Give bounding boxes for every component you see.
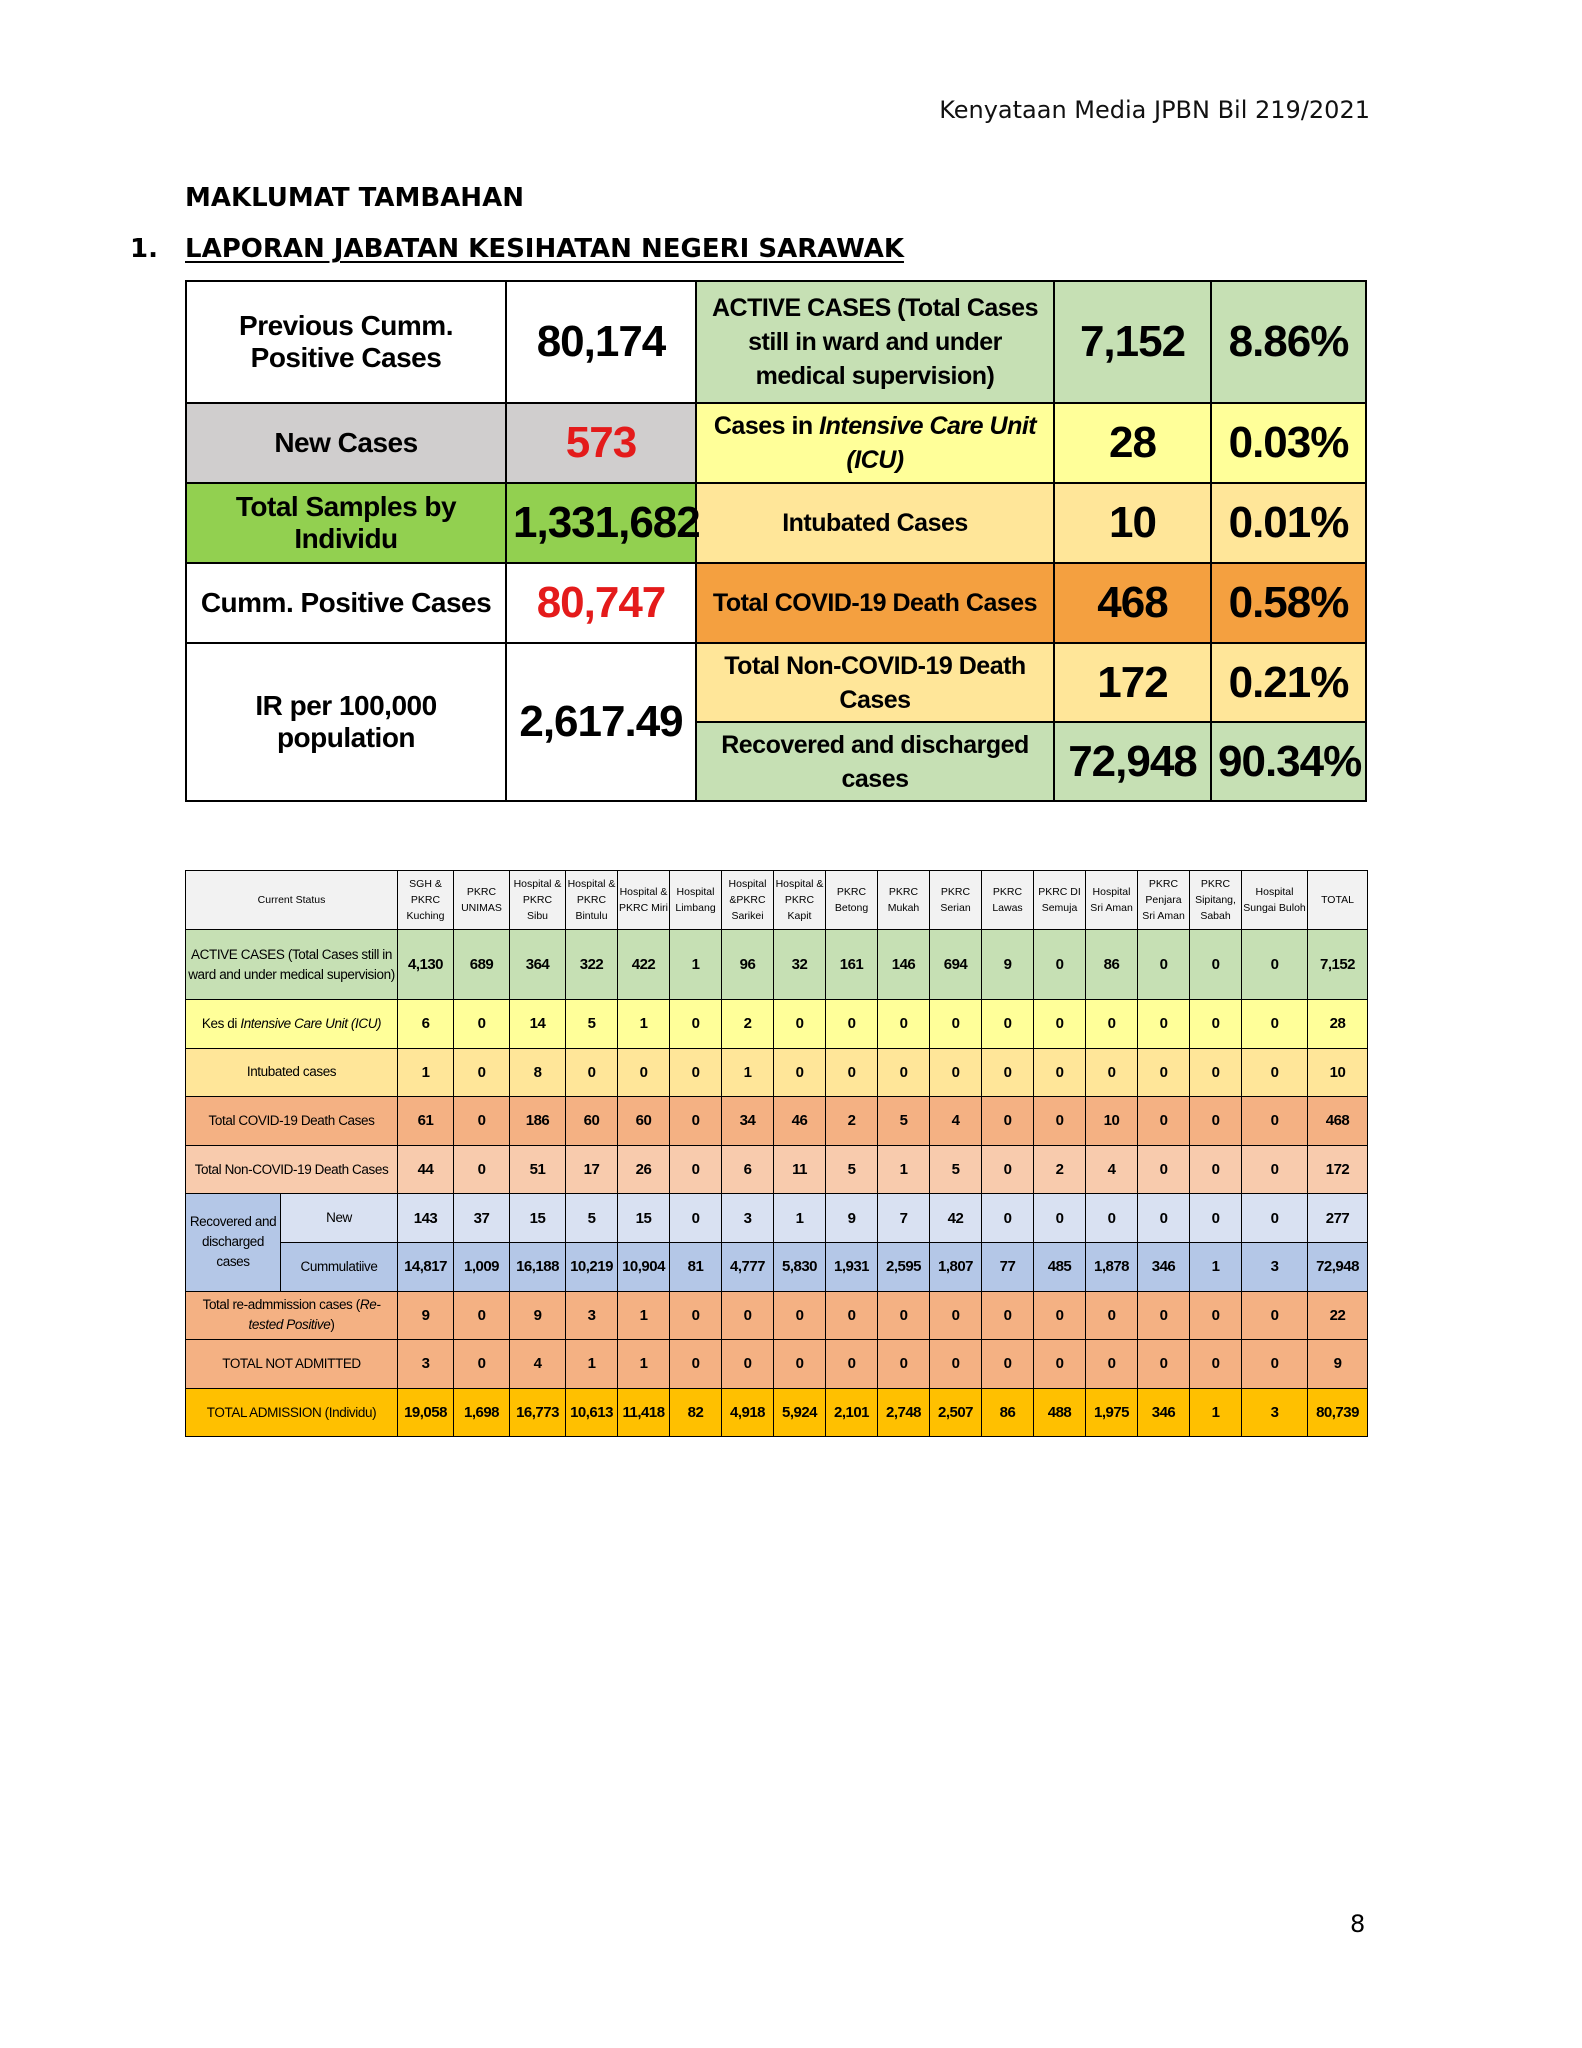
table-cell: 172 [1308,1145,1368,1194]
table-cell: 0 [930,1291,982,1340]
document-reference: Kenyataan Media JPBN Bil 219/2021 [939,96,1370,124]
row-label: Total Non-COVID-19 Death Cases [186,1145,398,1194]
column-header: Hospital & PKRC Bintulu [566,871,618,930]
table-cell: 10,904 [618,1242,670,1291]
column-header: PKRC UNIMAS [454,871,510,930]
table-cell: 0 [1190,1194,1242,1243]
table-cell: 0 [826,1340,878,1389]
table-cell: 9 [826,1194,878,1243]
table-cell: 6 [398,1000,454,1049]
table-cell: 0 [1242,930,1308,1000]
table-cell: 0 [1190,930,1242,1000]
table-cell: 1 [566,1340,618,1389]
table-cell: 34 [722,1097,774,1146]
table-cell: 2 [722,1000,774,1049]
table-cell: 0 [982,1340,1034,1389]
table-cell: 86 [1086,930,1138,1000]
table-cell: 143 [398,1194,454,1243]
table-cell: 3 [398,1340,454,1389]
table-cell: 0 [1190,1048,1242,1097]
table-cell: 10 [1086,1097,1138,1146]
covid-death-value: 468 [1054,563,1211,643]
label-part: Kes di [201,1015,241,1031]
column-header: Hospital & PKRC Miri [618,871,670,930]
table-row-active [186,930,1368,1000]
table-cell: 0 [982,1000,1034,1049]
table-cell: 0 [1034,1000,1086,1049]
samples-label: Total Samples by Individu [186,483,506,563]
icu-cases-pct: 0.03% [1211,403,1366,483]
table-cell: 42 [930,1194,982,1243]
label-part: ) [330,1317,335,1333]
section-title: LAPORAN JABATAN KESIHATAN NEGERI SARAWAK [185,234,904,264]
table-row-readmission [186,1291,1368,1340]
table-cell: 3 [722,1194,774,1243]
table-cell: 2 [826,1097,878,1146]
row-label: ACTIVE CASES (Total Cases still in ward and under medical supervision) [186,930,398,1000]
table-cell: 346 [1138,1388,1190,1437]
table-cell: 5,830 [774,1242,826,1291]
table-cell: 2,507 [930,1388,982,1437]
table-cell: 364 [510,930,566,1000]
table-cell: 161 [826,930,878,1000]
table-cell: 0 [1190,1291,1242,1340]
table-cell: 0 [1190,1145,1242,1194]
table-cell: 5 [930,1145,982,1194]
recovered-label: Recovered and discharged cases [696,722,1054,801]
icu-cases-value: 28 [1054,403,1211,483]
table-cell: 3 [1242,1242,1308,1291]
table-cell: 2,101 [826,1388,878,1437]
active-cases-pct: 8.86% [1211,281,1366,403]
table-cell: 1 [618,1340,670,1389]
table-cell: 0 [1242,1048,1308,1097]
column-header: Hospital Sungai Buloh [1242,871,1308,930]
table-cell: 0 [670,1000,722,1049]
table-cell: 5,924 [774,1388,826,1437]
table-cell: 44 [398,1145,454,1194]
intubated-label: Intubated Cases [696,483,1054,563]
table-cell: 9 [1308,1340,1368,1389]
table-cell: 1,931 [826,1242,878,1291]
table-cell: 0 [982,1194,1034,1243]
table-cell: 0 [1086,1048,1138,1097]
cumm-positive-label: Cumm. Positive Cases [186,563,506,643]
table-cell: 10,219 [566,1242,618,1291]
column-header: Hospital Sri Aman [1086,871,1138,930]
table-cell: 0 [1034,930,1086,1000]
table-cell: 1,807 [930,1242,982,1291]
table-cell: 26 [618,1145,670,1194]
table-cell: 0 [1086,1194,1138,1243]
table-cell: 0 [878,1291,930,1340]
label-part: Re-tested Positive [248,1297,381,1333]
table-cell: 0 [1086,1340,1138,1389]
table-cell: 0 [454,1145,510,1194]
table-cell: 16,188 [510,1242,566,1291]
table-cell: 422 [618,930,670,1000]
table-cell: 0 [1190,1000,1242,1049]
table-cell: 0 [1242,1145,1308,1194]
table-cell: 4,130 [398,930,454,1000]
heading-maklumat-tambahan: MAKLUMAT TAMBAHAN [185,183,524,213]
table-cell: 322 [566,930,618,1000]
table-cell: 0 [826,1291,878,1340]
table-cell: 72,948 [1308,1242,1368,1291]
table-cell: 0 [1034,1194,1086,1243]
noncovid-death-label: Total Non-COVID-19 Death Cases [696,643,1054,722]
table-cell: 1,009 [454,1242,510,1291]
table-cell: 0 [1034,1340,1086,1389]
table-cell: 1 [1190,1388,1242,1437]
table-cell: 82 [670,1388,722,1437]
table-cell: 0 [1086,1000,1138,1049]
table-cell: 4 [510,1340,566,1389]
table-cell: 3 [1242,1388,1308,1437]
intubated-value: 10 [1054,483,1211,563]
table-cell: 0 [454,1340,510,1389]
column-header: Hospital & PKRC Kapit [774,871,826,930]
table-cell: 0 [1138,1340,1190,1389]
table-cell: 15 [618,1194,670,1243]
table-cell: 46 [774,1097,826,1146]
table-cell: 10 [1308,1048,1368,1097]
table-cell: 0 [982,1145,1034,1194]
table-cell: 5 [826,1145,878,1194]
new-cases-label: New Cases [186,403,506,483]
table-cell: 0 [1034,1048,1086,1097]
table-cell: 0 [670,1291,722,1340]
page-number: 8 [1350,1910,1366,1938]
facility-breakdown-table [185,870,1368,1437]
table-cell: 0 [454,1097,510,1146]
table-cell: 4,918 [722,1388,774,1437]
table-cell: 488 [1034,1388,1086,1437]
table-row-recovered-new [186,1194,1368,1243]
table-cell: 186 [510,1097,566,1146]
table-cell: 9 [982,930,1034,1000]
table-cell: 4,777 [722,1242,774,1291]
table-cell: 37 [454,1194,510,1243]
table-cell: 7,152 [1308,930,1368,1000]
row-label [186,1291,398,1340]
table-cell: 2,748 [878,1388,930,1437]
table-cell: 689 [454,930,510,1000]
table-cell: 15 [510,1194,566,1243]
samples-value: 1,331,682 [506,483,696,563]
table-cell: 86 [982,1388,1034,1437]
recovered-value: 72,948 [1054,722,1211,801]
row-label: Total COVID-19 Death Cases [186,1097,398,1146]
table-cell: 0 [930,1000,982,1049]
table-cell: 22 [1308,1291,1368,1340]
table-cell: 0 [1138,1291,1190,1340]
intubated-pct: 0.01% [1211,483,1366,563]
table-cell: 10,613 [566,1388,618,1437]
icu-label-prefix: Cases in [713,412,820,440]
table-cell: 0 [1138,930,1190,1000]
table-cell: 0 [722,1291,774,1340]
active-cases-value: 7,152 [1054,281,1211,403]
column-header: PKRC DI Semuja [1034,871,1086,930]
active-cases-label: ACTIVE CASES (Total Cases still in ward and under medical supervision) [696,281,1054,403]
table-cell: 0 [1138,1000,1190,1049]
table-cell: 3 [566,1291,618,1340]
table-cell: 1,878 [1086,1242,1138,1291]
icu-label-italic: Intensive Care Unit (ICU) [819,412,1037,474]
table-cell: 0 [878,1340,930,1389]
label-part: Total re-admmission cases ( [202,1297,360,1313]
table-cell: 0 [1190,1097,1242,1146]
table-cell: 8 [510,1048,566,1097]
prev-cumm-value: 80,174 [506,281,696,403]
table-cell: 1 [618,1000,670,1049]
section-number: 1. [130,234,158,264]
new-cases-value: 573 [506,403,696,483]
table-cell: 17 [566,1145,618,1194]
table-cell: 0 [1242,1291,1308,1340]
table-cell: 468 [1308,1097,1368,1146]
table-cell: 0 [982,1291,1034,1340]
recovered-new-label: New [281,1194,398,1243]
prev-cumm-label: Previous Cumm. Positive Cases [186,281,506,403]
table-cell: 0 [670,1194,722,1243]
label-part: Intensive Care Unit (ICU) [240,1015,382,1031]
table-cell: 0 [1242,1000,1308,1049]
table-cell: 1 [398,1048,454,1097]
table-cell: 4 [930,1097,982,1146]
column-header: PKRC Penjara Sri Aman [1138,871,1190,930]
table-cell: 0 [670,1145,722,1194]
table-cell: 0 [1138,1194,1190,1243]
table-cell: 0 [618,1048,670,1097]
table-cell: 14,817 [398,1242,454,1291]
table-cell: 0 [774,1000,826,1049]
table-cell: 9 [510,1291,566,1340]
current-status-header: Current Status [186,871,398,930]
table-cell: 0 [670,1340,722,1389]
table-cell: 0 [826,1000,878,1049]
table-cell: 5 [878,1097,930,1146]
table-cell: 0 [1034,1291,1086,1340]
noncovid-death-pct: 0.21% [1211,643,1366,722]
table-cell: 0 [1242,1097,1308,1146]
table-cell: 2 [1034,1145,1086,1194]
table-cell: 0 [1034,1097,1086,1146]
table-cell: 1 [618,1291,670,1340]
table-cell: 0 [670,1048,722,1097]
column-header: PKRC Mukah [878,871,930,930]
table-row-noncovid [186,1145,1368,1194]
table-cell: 0 [1138,1097,1190,1146]
table-cell: 11 [774,1145,826,1194]
table-cell: 28 [1308,1000,1368,1049]
table-cell: 61 [398,1097,454,1146]
column-header: TOTAL [1308,871,1368,930]
table-cell: 0 [774,1291,826,1340]
table-cell: 0 [1086,1291,1138,1340]
table-cell: 0 [1242,1194,1308,1243]
ir-value: 2,617.49 [506,643,696,801]
table-cell: 16,773 [510,1388,566,1437]
table-cell: 0 [774,1048,826,1097]
table-cell: 0 [454,1291,510,1340]
table-cell: 60 [566,1097,618,1146]
table-cell: 80,739 [1308,1388,1368,1437]
table-cell: 146 [878,930,930,1000]
column-header: PKRC Serian [930,871,982,930]
table-cell: 0 [878,1000,930,1049]
table-cell: 0 [670,1097,722,1146]
table-cell: 1,698 [454,1388,510,1437]
row-label [186,1000,398,1049]
table-row-intubated [186,1048,1368,1097]
table-cell: 0 [982,1048,1034,1097]
table-row-admission [186,1388,1368,1437]
table-cell: 32 [774,930,826,1000]
covid-death-pct: 0.58% [1211,563,1366,643]
table-cell: 694 [930,930,982,1000]
column-header: Hospital &PKRC Sarikei [722,871,774,930]
table-cell: 60 [618,1097,670,1146]
column-header: PKRC Sipitang, Sabah [1190,871,1242,930]
table-cell: 96 [722,930,774,1000]
table-row-icu [186,1000,1368,1049]
table-row-not-admitted [186,1340,1368,1389]
table-cell: 5 [566,1000,618,1049]
table-cell: 0 [1138,1145,1190,1194]
table-cell: 7 [878,1194,930,1243]
column-header: PKRC Lawas [982,871,1034,930]
table-cell: 485 [1034,1242,1086,1291]
table-cell: 346 [1138,1242,1190,1291]
table-cell: 0 [826,1048,878,1097]
summary-table [185,280,1367,802]
covid-death-label: Total COVID-19 Death Cases [696,563,1054,643]
table-cell: 0 [454,1000,510,1049]
table-cell: 1 [722,1048,774,1097]
noncovid-death-value: 172 [1054,643,1211,722]
table-cell: 0 [722,1340,774,1389]
cumm-positive-value: 80,747 [506,563,696,643]
table-row-death [186,1097,1368,1146]
recovered-group-label: Recovered and discharged cases [186,1194,281,1291]
table-cell: 277 [1308,1194,1368,1243]
table-cell: 0 [1138,1048,1190,1097]
table-cell: 0 [878,1048,930,1097]
column-header: PKRC Betong [826,871,878,930]
recovered-cumm-label: Cummulatiive [281,1242,398,1291]
table-cell: 0 [1190,1340,1242,1389]
recovered-pct: 90.34% [1211,722,1366,801]
table-cell: 1 [878,1145,930,1194]
column-header: Hospital & PKRC Sibu [510,871,566,930]
table-cell: 0 [774,1340,826,1389]
table-cell: 0 [1242,1340,1308,1389]
ir-label: IR per 100,000 population [186,643,506,801]
row-label: TOTAL ADMISSION (Individu) [186,1388,398,1437]
table-cell: 81 [670,1242,722,1291]
icu-cases-label [696,403,1054,483]
table-cell: 1 [1190,1242,1242,1291]
table-cell: 0 [454,1048,510,1097]
table-cell: 1 [774,1194,826,1243]
table-cell: 51 [510,1145,566,1194]
table-cell: 2,595 [878,1242,930,1291]
table-cell: 77 [982,1242,1034,1291]
table-cell: 0 [982,1097,1034,1146]
table-cell: 0 [930,1340,982,1389]
column-header: Hospital Limbang [670,871,722,930]
row-label: Intubated cases [186,1048,398,1097]
table-cell: 0 [566,1048,618,1097]
table-cell: 4 [1086,1145,1138,1194]
table-cell: 19,058 [398,1388,454,1437]
table-cell: 5 [566,1194,618,1243]
column-header: SGH & PKRC Kuching [398,871,454,930]
table-cell: 1 [670,930,722,1000]
table-cell: 14 [510,1000,566,1049]
table-cell: 0 [930,1048,982,1097]
table-cell: 6 [722,1145,774,1194]
row-label: TOTAL NOT ADMITTED [186,1340,398,1389]
table-row-recovered-cumm [186,1242,1368,1291]
table-cell: 11,418 [618,1388,670,1437]
table-cell: 1,975 [1086,1388,1138,1437]
table-cell: 9 [398,1291,454,1340]
